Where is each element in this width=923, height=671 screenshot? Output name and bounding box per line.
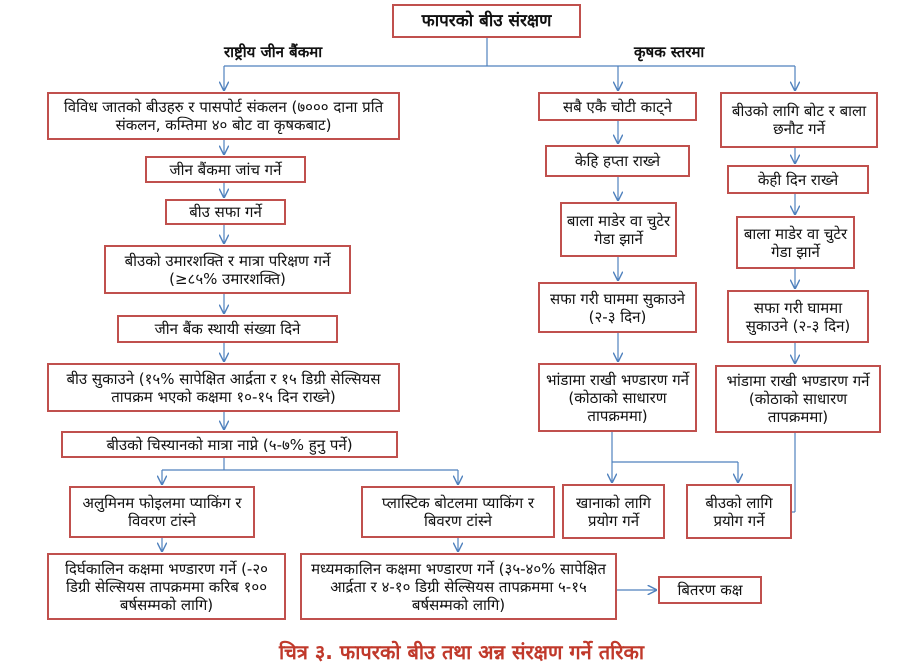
box-plastic-packing: प्लास्टिक बोटलमा प्याकिंग र बिवरण टांस्ने	[361, 486, 555, 538]
header-gene-bank: राष्ट्रीय जीन बैंकमा	[224, 43, 323, 61]
box-harvest-all: सबै एकै चोटी काट्ने	[538, 92, 697, 121]
box-select-plants: बीउको लागि बोट र बाला छनौट गर्ने	[720, 92, 878, 148]
box-aluminium-packing: अलुमिनम फोइलमा प्याकिंग र विवरण टांस्ने	[69, 486, 255, 538]
box-long-term-storage: दिर्घकालिन कक्षमा भण्डारण गर्ने (-२० डिग्री सेल्सियस तापक्रममा करिब १०० बर्षसम्मको लागि)	[47, 553, 286, 620]
diagram-title: फापरको बीउ संरक्षण	[392, 4, 581, 38]
box-use-seed: बीउको लागि प्रयोग गर्ने	[686, 484, 792, 539]
box-dry-food: सफा गरी घाममा सुकाउने (२-३ दिन)	[538, 282, 697, 333]
box-germination-test: बीउको उमारशक्ति र मात्रा परिक्षण गर्ने (≥८५% उमारशक्ति)	[104, 245, 351, 294]
box-permanent-number: जीन बैंक स्थायी संख्या दिने	[117, 315, 338, 343]
box-keep-days: केही दिन राख्ने	[727, 165, 869, 194]
box-dry-seed-farmer: सफा गरी घाममा सुकाउने (२-३ दिन)	[727, 290, 869, 343]
header-farmer-level: कृषक स्तरमा	[634, 43, 705, 61]
box-thresh-food: बाला माडेर वा चुटेर गेडा झार्ने	[560, 202, 677, 257]
box-distribution-room: बितरण कक्ष	[658, 576, 762, 604]
box-genebank-check: जीन बैंकमा जांच गर्ने	[145, 156, 306, 183]
box-clean-seed: बीउ सफा गर्ने	[165, 199, 286, 225]
box-medium-term-storage: मध्यमकालिन कक्षमा भण्डारण गर्ने (३५-४०% सापेक्षित आर्द्रता र ४-१० डिग्री सेल्सियस तापक्रममा ५-१५ बर्षसम्मको लागि)	[300, 553, 617, 620]
box-store-seed: भांडामा राखी भण्डारण गर्ने (कोठाको साधारण तापक्रममा)	[715, 365, 881, 433]
box-collect-seeds: विविध जातको बीउहरु र पासपोर्ट संकलन (७००० दाना प्रति संकलन, कम्तिमा ४० बोट वा कृषकबाट)	[47, 92, 400, 140]
box-store-food: भांडामा राखी भण्डारण गर्ने (कोठाको साधारण तापक्रममा)	[538, 363, 697, 432]
box-moisture-measure: बीउको चिस्यानको मात्रा नाप्ने (५-७% हुनु पर्ने)	[61, 431, 398, 458]
figure-caption: चित्र ३. फापरको बीउ तथा अन्न संरक्षण गर्ने तरिका	[278, 640, 645, 664]
box-dry-seed: बीउ सुकाउने (१५% सापेक्षित आर्द्रता र १५ डिग्री सेल्सियस तापक्रम भएको कक्षमा १०-१५ दिन राख्ने)	[47, 363, 400, 412]
box-use-food: खानाको लागि प्रयोग गर्ने	[562, 484, 665, 539]
box-thresh-seed: बाला माडेर वा चुटेर गेडा झार्ने	[736, 216, 855, 269]
box-keep-weeks: केहि हप्ता राख्ने	[545, 145, 690, 177]
